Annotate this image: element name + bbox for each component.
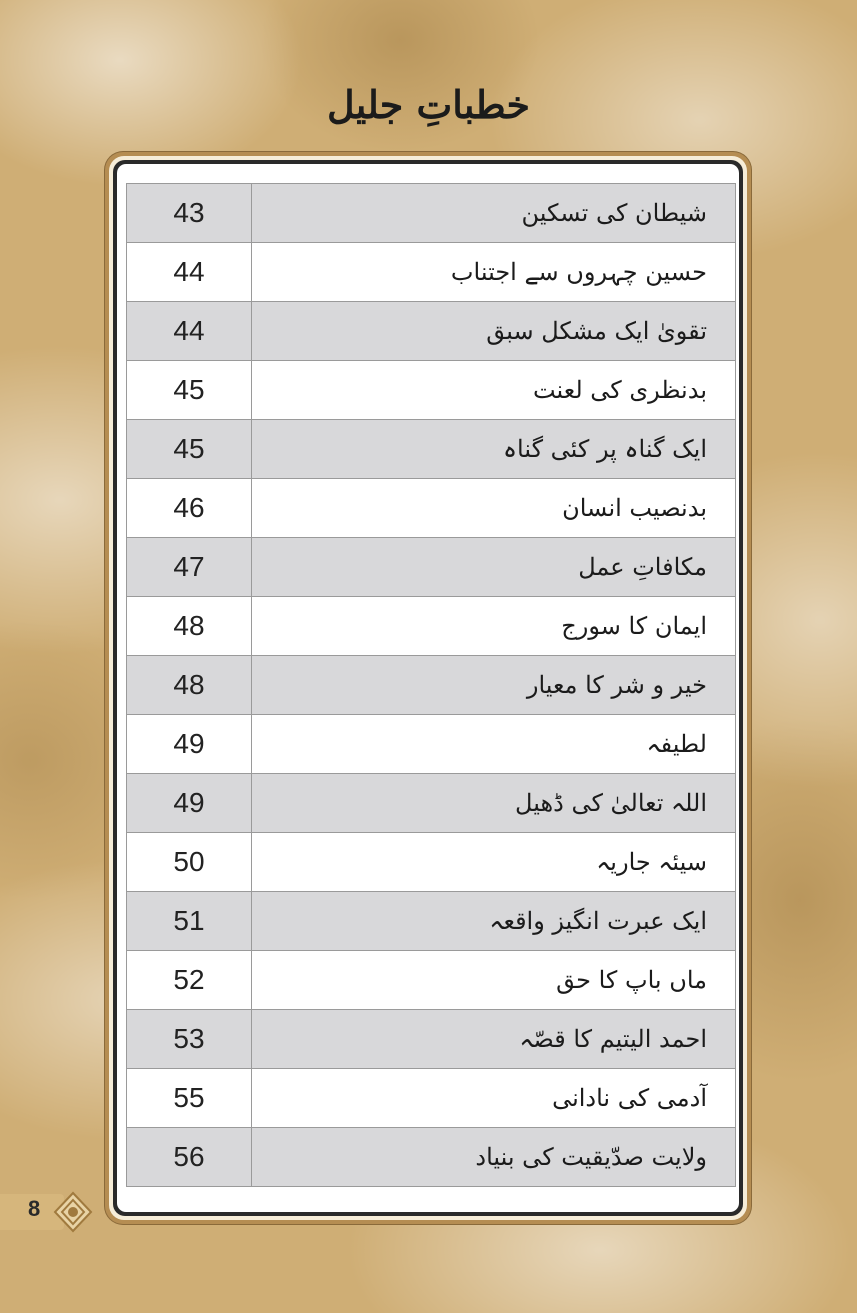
table-row	[127, 1069, 736, 1128]
table-row	[127, 361, 736, 420]
table-row	[127, 420, 736, 479]
topic-title: ایک عبرت انگیز واقعہ	[252, 892, 736, 951]
page-title: خطباتِ جلیل	[326, 82, 531, 127]
topic-title: مکافاتِ عمل	[252, 538, 736, 597]
page-ref: 43	[127, 184, 252, 243]
table-row	[127, 951, 736, 1010]
topic-title: سیئہ جاریہ	[252, 833, 736, 892]
page-ref: 48	[127, 656, 252, 715]
page-ref: 51	[127, 892, 252, 951]
page-ref: 44	[127, 302, 252, 361]
topic-title: لطیفہ	[252, 715, 736, 774]
page-ref: 49	[127, 774, 252, 833]
topic-title: بدنصیب انسان	[252, 479, 736, 538]
page-ref: 56	[127, 1128, 252, 1187]
table-row	[127, 302, 736, 361]
topic-title: تقویٰ ایک مشکل سبق	[252, 302, 736, 361]
page-ref: 47	[127, 538, 252, 597]
topic-title: ایمان کا سورج	[252, 597, 736, 656]
table-row	[127, 715, 736, 774]
contents-table	[126, 183, 736, 1187]
topic-title: آدمی کی نادانی	[252, 1069, 736, 1128]
table-row	[127, 479, 736, 538]
page-ref: 48	[127, 597, 252, 656]
topic-title: بدنظری کی لعنت	[252, 361, 736, 420]
topic-title: اللہ تعالیٰ کی ڈھیل	[252, 774, 736, 833]
page-ref: 44	[127, 243, 252, 302]
topic-title: احمد الیتیم کا قصّہ	[252, 1010, 736, 1069]
page-number: 8	[28, 1196, 41, 1221]
table-row	[127, 656, 736, 715]
page-ref: 52	[127, 951, 252, 1010]
page-ref: 46	[127, 479, 252, 538]
table-row	[127, 184, 736, 243]
table-row	[127, 1010, 736, 1069]
topic-title: شیطان کی تسکین	[252, 184, 736, 243]
page-ref: 49	[127, 715, 252, 774]
page-ref: 50	[127, 833, 252, 892]
table-row	[127, 774, 736, 833]
topic-title: ایک گناہ پر کئی گناہ	[252, 420, 736, 479]
table-row	[127, 597, 736, 656]
table-row	[127, 243, 736, 302]
page-ref: 53	[127, 1010, 252, 1069]
topic-title: ولایت صدّیقیت کی بنیاد	[252, 1128, 736, 1187]
page-ref: 45	[127, 361, 252, 420]
table-row	[127, 538, 736, 597]
page-ref: 45	[127, 420, 252, 479]
table-row	[127, 1128, 736, 1187]
table-row	[127, 892, 736, 951]
topic-title: خیر و شر کا معیار	[252, 656, 736, 715]
topic-title: حسین چہروں سے اجتناب	[252, 243, 736, 302]
page-ref: 55	[127, 1069, 252, 1128]
topic-title: ماں باپ کا حق	[252, 951, 736, 1010]
table-row	[127, 833, 736, 892]
ornament-icon	[50, 1190, 96, 1234]
